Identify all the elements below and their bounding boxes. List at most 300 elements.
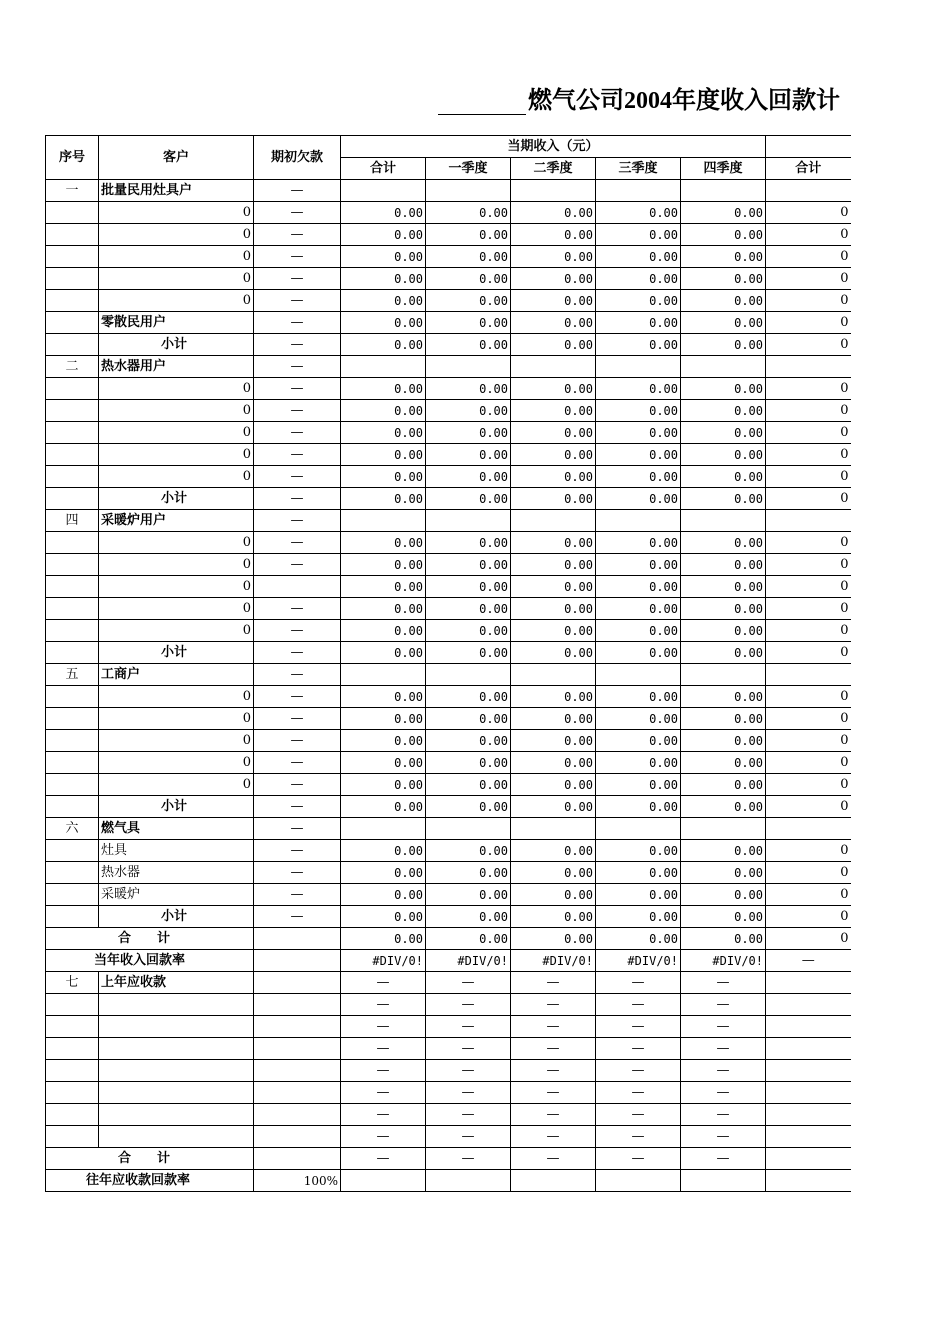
amount-cell: 0.00	[511, 576, 596, 598]
total-2-cell: 0	[766, 444, 851, 466]
seq-cell	[46, 840, 99, 862]
section-seq: 七	[46, 972, 99, 994]
amount-cell: 0.00	[511, 906, 596, 928]
opening-arrears-cell: —	[254, 224, 341, 246]
total-2-cell: 0	[766, 224, 851, 246]
opening-arrears-cell	[254, 1126, 341, 1148]
div-error-cell: #DIV/0!	[341, 950, 426, 972]
header-current-income: 当期收入（元）	[341, 136, 766, 158]
amount-cell: 0.00	[426, 752, 511, 774]
dash-cell: —	[426, 1104, 511, 1126]
amount-cell: 0.00	[341, 598, 426, 620]
amount-cell: 0.00	[426, 246, 511, 268]
amount-cell: 0.00	[341, 532, 426, 554]
dash-cell: —	[426, 994, 511, 1016]
total-2-cell: 0	[766, 290, 851, 312]
div-error-cell: #DIV/0!	[426, 950, 511, 972]
dash-cell: —	[596, 1016, 681, 1038]
amount-cell: 0.00	[596, 620, 681, 642]
empty-cell	[766, 510, 851, 532]
customer-cell	[99, 1060, 254, 1082]
subtotal-row	[46, 334, 851, 356]
empty-cell	[766, 1170, 851, 1192]
amount-cell: 0.00	[426, 224, 511, 246]
amount-cell: 0.00	[596, 686, 681, 708]
empty-cell	[766, 818, 851, 840]
total-2-cell: 0	[766, 752, 851, 774]
dash-cell: —	[511, 994, 596, 1016]
amount-cell: 0.00	[341, 400, 426, 422]
opening-arrears-cell: —	[254, 180, 341, 202]
opening-arrears-cell: —	[254, 488, 341, 510]
empty-cell	[766, 1126, 851, 1148]
empty-cell	[766, 994, 851, 1016]
prior-row	[46, 994, 851, 1016]
amount-cell: 0.00	[426, 488, 511, 510]
amount-cell: 0.00	[681, 488, 766, 510]
dash-cell: —	[596, 1104, 681, 1126]
subtotal-label: 小计	[99, 906, 254, 928]
dash-cell: —	[341, 1126, 426, 1148]
customer-cell: 0	[99, 444, 254, 466]
amount-cell: 0.00	[341, 378, 426, 400]
prior-section-header	[46, 972, 851, 994]
customer-cell: 零散民用户	[99, 312, 254, 334]
amount-cell: 0.00	[681, 906, 766, 928]
opening-arrears-cell	[254, 950, 341, 972]
amount-cell: 0.00	[426, 334, 511, 356]
customer-cell: 0	[99, 290, 254, 312]
section-seq: 五	[46, 664, 99, 686]
amount-cell: 0.00	[681, 290, 766, 312]
header-seq: 序号	[46, 136, 99, 180]
amount-cell: 0.00	[596, 312, 681, 334]
dash-cell: —	[426, 1082, 511, 1104]
section-name: 采暖炉用户	[99, 510, 254, 532]
customer-cell: 采暖炉	[99, 884, 254, 906]
amount-cell: 0.00	[681, 554, 766, 576]
seq-cell	[46, 554, 99, 576]
opening-arrears-cell	[254, 576, 341, 598]
amount-cell: 0.00	[681, 334, 766, 356]
amount-cell: 0.00	[681, 576, 766, 598]
dash-cell: —	[511, 1016, 596, 1038]
amount-cell: 0.00	[511, 532, 596, 554]
seq-cell	[46, 620, 99, 642]
seq-cell	[46, 1082, 99, 1104]
amount-cell: 0.00	[596, 400, 681, 422]
amount-cell: 0.00	[511, 752, 596, 774]
prior-rate-label: 往年应收款回款率	[46, 1170, 254, 1192]
table-row	[46, 576, 851, 598]
dash-cell: —	[681, 994, 766, 1016]
header-row-1	[46, 136, 851, 158]
amount-cell: 0.00	[341, 422, 426, 444]
customer-cell: 0	[99, 576, 254, 598]
customer-cell: 0	[99, 246, 254, 268]
amount-cell: 0.00	[426, 422, 511, 444]
customer-cell: 0	[99, 752, 254, 774]
amount-cell: 0.00	[596, 906, 681, 928]
dash-cell: —	[681, 1104, 766, 1126]
customer-cell: 0	[99, 202, 254, 224]
prior-row	[46, 1016, 851, 1038]
opening-arrears-cell: —	[254, 268, 341, 290]
opening-arrears-cell	[254, 1060, 341, 1082]
total-2-cell: 0	[766, 906, 851, 928]
empty-cell	[766, 1148, 851, 1170]
opening-arrears-cell: —	[254, 906, 341, 928]
empty-cell	[766, 1038, 851, 1060]
amount-cell: 0.00	[341, 774, 426, 796]
amount-cell: 0.00	[341, 730, 426, 752]
opening-arrears-cell: —	[254, 664, 341, 686]
amount-cell: 0.00	[426, 840, 511, 862]
amount-cell: 0.00	[681, 598, 766, 620]
table-row	[46, 224, 851, 246]
section-header-row	[46, 510, 851, 532]
amount-cell: 0.00	[341, 246, 426, 268]
empty-cell	[426, 510, 511, 532]
section-seq: 一	[46, 180, 99, 202]
empty-cell	[426, 356, 511, 378]
div-error-cell: #DIV/0!	[511, 950, 596, 972]
amount-cell: 0.00	[596, 422, 681, 444]
total-2-cell: 0	[766, 576, 851, 598]
total-2-cell: 0	[766, 730, 851, 752]
amount-cell: 0.00	[341, 708, 426, 730]
total-2-cell: 0	[766, 774, 851, 796]
amount-cell: 0.00	[596, 334, 681, 356]
amount-cell: 0.00	[426, 202, 511, 224]
amount-cell: 0.00	[511, 378, 596, 400]
opening-arrears-cell: —	[254, 598, 341, 620]
empty-cell	[596, 180, 681, 202]
empty-cell	[341, 1170, 426, 1192]
customer-cell: 0	[99, 774, 254, 796]
opening-arrears-cell: —	[254, 444, 341, 466]
grand-total-row	[46, 928, 851, 950]
customer-cell: 0	[99, 378, 254, 400]
opening-arrears-cell: —	[254, 466, 341, 488]
total-2-cell: 0	[766, 466, 851, 488]
customer-cell	[99, 1126, 254, 1148]
amount-cell: 0.00	[426, 620, 511, 642]
seq-cell	[46, 1038, 99, 1060]
amount-cell: 0.00	[596, 708, 681, 730]
opening-arrears-cell: —	[254, 730, 341, 752]
amount-cell: 0.00	[511, 620, 596, 642]
table-row	[46, 862, 851, 884]
amount-cell: 0.00	[341, 752, 426, 774]
empty-cell	[511, 356, 596, 378]
seq-cell	[46, 466, 99, 488]
dash-cell: —	[511, 1060, 596, 1082]
subtotal-label: 小计	[99, 642, 254, 664]
table-row	[46, 554, 851, 576]
table-row	[46, 246, 851, 268]
opening-arrears-cell	[254, 1038, 341, 1060]
total-2-cell: 0	[766, 884, 851, 906]
dash-cell: —	[426, 972, 511, 994]
empty-cell	[596, 1170, 681, 1192]
amount-cell: 0.00	[426, 774, 511, 796]
amount-cell: 0.00	[596, 642, 681, 664]
opening-arrears-cell: —	[254, 752, 341, 774]
amount-cell: 0.00	[511, 598, 596, 620]
amount-cell: 0.00	[681, 884, 766, 906]
opening-arrears-cell: —	[254, 818, 341, 840]
amount-cell: 0.00	[511, 202, 596, 224]
seq-cell	[46, 224, 99, 246]
amount-cell: 0.00	[341, 642, 426, 664]
opening-arrears-cell	[254, 1148, 341, 1170]
customer-cell: 0	[99, 620, 254, 642]
total-2-cell: 0	[766, 620, 851, 642]
seq-cell	[46, 576, 99, 598]
amount-cell: 0.00	[681, 796, 766, 818]
section-name: 燃气具	[99, 818, 254, 840]
empty-cell	[341, 664, 426, 686]
table-row	[46, 708, 851, 730]
amount-cell: 0.00	[426, 642, 511, 664]
prior-row	[46, 1060, 851, 1082]
amount-cell: 0.00	[341, 862, 426, 884]
amount-cell: 0.00	[511, 290, 596, 312]
amount-cell: 0.00	[511, 444, 596, 466]
total-2-cell: 0	[766, 840, 851, 862]
amount-cell: 0.00	[341, 312, 426, 334]
dash-cell: —	[511, 1082, 596, 1104]
customer-cell	[99, 1038, 254, 1060]
dash-cell: —	[681, 1016, 766, 1038]
opening-arrears-cell: —	[254, 796, 341, 818]
header-q3: 三季度	[596, 158, 681, 180]
company-name-blank	[438, 90, 526, 115]
amount-cell: 0.00	[341, 796, 426, 818]
opening-arrears-cell	[254, 972, 341, 994]
amount-cell: 0.00	[426, 466, 511, 488]
amount-cell: 0.00	[511, 774, 596, 796]
dash-cell: —	[511, 1126, 596, 1148]
amount-cell: 0.00	[511, 796, 596, 818]
amount-cell: 0.00	[596, 598, 681, 620]
empty-cell	[426, 818, 511, 840]
empty-cell	[596, 356, 681, 378]
seq-cell	[46, 862, 99, 884]
amount-cell: 0.00	[341, 576, 426, 598]
amount-cell: 0.00	[511, 730, 596, 752]
dash-cell: —	[511, 1104, 596, 1126]
customer-cell: 灶具	[99, 840, 254, 862]
amount-cell: 0.00	[511, 642, 596, 664]
opening-arrears-cell: —	[254, 290, 341, 312]
empty-cell	[681, 818, 766, 840]
empty-cell	[766, 664, 851, 686]
seq-cell	[46, 884, 99, 906]
amount-cell: 0.00	[681, 202, 766, 224]
opening-arrears-cell: —	[254, 202, 341, 224]
amount-cell: 0.00	[596, 202, 681, 224]
dash-cell: —	[426, 1038, 511, 1060]
dash-cell: —	[511, 1038, 596, 1060]
section-name: 热水器用户	[99, 356, 254, 378]
header-q4: 四季度	[681, 158, 766, 180]
dash-cell: —	[596, 972, 681, 994]
amount-cell: 0.00	[341, 554, 426, 576]
amount-cell: 0.00	[681, 620, 766, 642]
header-q1: 一季度	[426, 158, 511, 180]
prior-total-row	[46, 1148, 851, 1170]
amount-cell: 0.00	[511, 928, 596, 950]
seq-cell	[46, 202, 99, 224]
amount-cell: 0.00	[596, 554, 681, 576]
amount-cell: 0.00	[596, 224, 681, 246]
section-name: 上年应收款	[99, 972, 254, 994]
subtotal-row	[46, 488, 851, 510]
section-header-row	[46, 180, 851, 202]
table-row	[46, 312, 851, 334]
amount-cell: 0.00	[596, 884, 681, 906]
amount-cell: 0.00	[511, 708, 596, 730]
empty-cell	[511, 510, 596, 532]
dash-cell: —	[681, 1082, 766, 1104]
total-2-cell: 0	[766, 532, 851, 554]
amount-cell: 0.00	[341, 334, 426, 356]
section-name: 工商户	[99, 664, 254, 686]
subtotal-label: 小计	[99, 796, 254, 818]
dash-cell: —	[596, 1060, 681, 1082]
empty-cell	[766, 1016, 851, 1038]
opening-arrears-cell	[254, 1082, 341, 1104]
amount-cell: 0.00	[596, 730, 681, 752]
total-2-cell: 0	[766, 334, 851, 356]
amount-cell: 0.00	[426, 444, 511, 466]
table-row	[46, 752, 851, 774]
opening-arrears-cell: —	[254, 422, 341, 444]
dash-cell: —	[341, 994, 426, 1016]
rate-dash-cell: —	[766, 950, 851, 972]
opening-arrears-cell: —	[254, 686, 341, 708]
amount-cell: 0.00	[426, 378, 511, 400]
customer-cell: 0	[99, 708, 254, 730]
table-row	[46, 290, 851, 312]
empty-cell	[341, 818, 426, 840]
amount-cell: 0.00	[426, 796, 511, 818]
amount-cell: 0.00	[341, 466, 426, 488]
opening-arrears-cell: —	[254, 246, 341, 268]
empty-cell	[766, 1060, 851, 1082]
dash-cell: —	[596, 1148, 681, 1170]
seq-cell	[46, 532, 99, 554]
header-customer: 客户	[99, 136, 254, 180]
opening-arrears-cell	[254, 994, 341, 1016]
amount-cell: 0.00	[681, 862, 766, 884]
dash-cell: —	[426, 1016, 511, 1038]
dash-cell: —	[341, 1060, 426, 1082]
amount-cell: 0.00	[596, 466, 681, 488]
prior-total-label: 合 计	[46, 1148, 254, 1170]
amount-cell: 0.00	[596, 796, 681, 818]
seq-cell	[46, 1016, 99, 1038]
empty-cell	[596, 818, 681, 840]
dash-cell: —	[341, 972, 426, 994]
amount-cell: 0.00	[511, 224, 596, 246]
dash-cell: —	[681, 972, 766, 994]
amount-cell: 0.00	[511, 268, 596, 290]
amount-cell: 0.00	[681, 422, 766, 444]
amount-cell: 0.00	[596, 290, 681, 312]
total-2-cell: 0	[766, 268, 851, 290]
amount-cell: 0.00	[681, 224, 766, 246]
empty-cell	[511, 664, 596, 686]
seq-cell	[46, 774, 99, 796]
empty-cell	[511, 818, 596, 840]
dash-cell: —	[596, 1126, 681, 1148]
total-2-cell: 0	[766, 400, 851, 422]
total-2-cell: 0	[766, 598, 851, 620]
customer-cell	[99, 1016, 254, 1038]
customer-cell: 0	[99, 224, 254, 246]
dash-cell: —	[511, 972, 596, 994]
amount-cell: 0.00	[596, 928, 681, 950]
amount-cell: 0.00	[681, 730, 766, 752]
customer-cell: 0	[99, 730, 254, 752]
empty-cell	[596, 664, 681, 686]
opening-arrears-cell: —	[254, 554, 341, 576]
customer-cell: 0	[99, 532, 254, 554]
amount-cell: 0.00	[681, 444, 766, 466]
amount-cell: 0.00	[596, 840, 681, 862]
amount-cell: 0.00	[341, 224, 426, 246]
header-total: 合计	[341, 158, 426, 180]
amount-cell: 0.00	[426, 576, 511, 598]
empty-cell	[341, 180, 426, 202]
opening-arrears-cell: —	[254, 708, 341, 730]
prior-row	[46, 1126, 851, 1148]
dash-cell: —	[341, 1148, 426, 1170]
empty-cell	[766, 180, 851, 202]
seq-cell	[46, 686, 99, 708]
header-total-2: 合计	[766, 158, 851, 180]
amount-cell: 0.00	[511, 840, 596, 862]
total-2-cell: 0	[766, 312, 851, 334]
amount-cell: 0.00	[341, 488, 426, 510]
seq-cell	[46, 268, 99, 290]
seq-cell	[46, 598, 99, 620]
empty-cell	[511, 180, 596, 202]
amount-cell: 0.00	[426, 730, 511, 752]
section-seq: 二	[46, 356, 99, 378]
prior-rate-value: 100%	[254, 1170, 341, 1192]
seq-cell	[46, 730, 99, 752]
customer-cell: 0	[99, 422, 254, 444]
seq-cell	[46, 796, 99, 818]
amount-cell: 0.00	[341, 444, 426, 466]
table-row	[46, 532, 851, 554]
customer-cell	[99, 994, 254, 1016]
amount-cell: 0.00	[511, 554, 596, 576]
amount-cell: 0.00	[511, 686, 596, 708]
dash-cell: —	[341, 1016, 426, 1038]
table-row	[46, 730, 851, 752]
amount-cell: 0.00	[426, 906, 511, 928]
table-row	[46, 598, 851, 620]
customer-cell: 0	[99, 400, 254, 422]
recovery-rate-label: 当年收入回款率	[46, 950, 254, 972]
empty-cell	[426, 1170, 511, 1192]
seq-cell	[46, 290, 99, 312]
